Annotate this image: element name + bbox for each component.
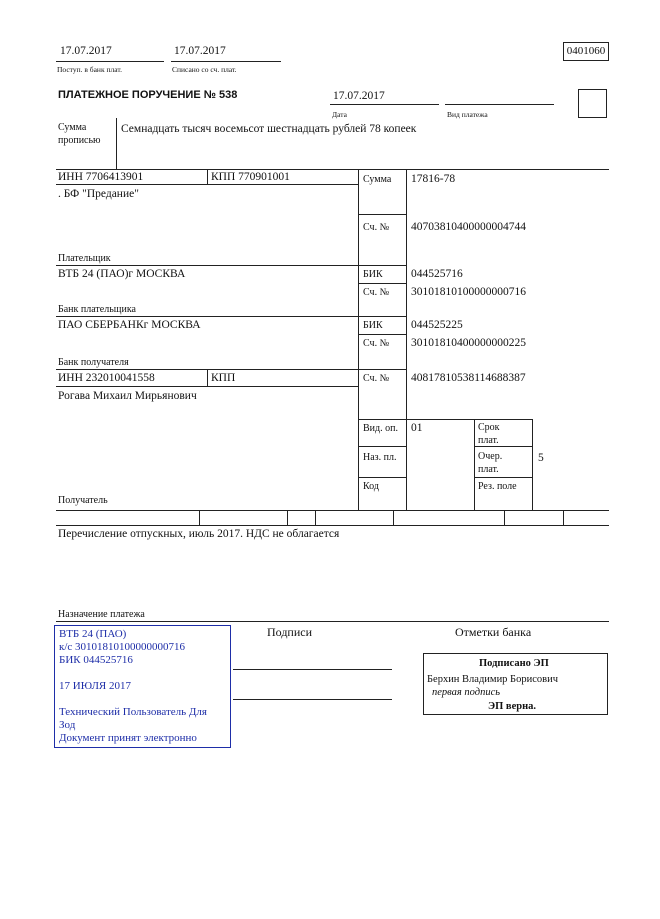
purpose-bottom-line [56,621,609,622]
amount-value: 17816-78 [411,173,456,185]
payer-bank-corr-label: Сч. № [363,287,390,298]
received-date: 17.07.2017 [60,45,112,57]
table-line [358,283,406,284]
payee-name: Рогава Михаил Мирьянович [58,390,197,402]
debited-date-line [171,61,281,62]
table-line [199,510,200,525]
table-line [474,446,532,447]
priority-label-2: плат. [478,464,499,475]
table-line [406,169,407,510]
table-line [207,169,208,184]
payment-type-line [445,104,554,105]
stamp-date: 17 ИЮЛЯ 2017 [59,680,131,692]
payee-bank-name: ПАО СБЕРБАНКг МОСКВА [58,319,201,331]
table-line [358,334,406,335]
table-line [474,477,532,478]
amount-label: Сумма [363,174,392,185]
stamp-user-line-1: Технический Пользователь Для [59,706,207,718]
table-line [532,419,533,510]
ep-verified: ЭП верна. [488,701,537,712]
payee-label: Получатель [58,495,108,506]
stamp-bik: БИК 044525716 [59,654,133,666]
term-label-2: плат. [478,435,499,446]
signature-line-1 [233,669,392,670]
payer-bank-label: Банк плательщика [58,304,136,315]
table-line [474,419,475,510]
payer-account-label: Сч. № [363,222,390,233]
document-date: 17.07.2017 [333,90,385,102]
amount-words-label-1: Сумма [58,122,87,133]
amount-words-label-2: прописью [58,135,101,146]
payee-bank-corr: 30101810400000000225 [411,337,526,349]
table-line [56,169,609,170]
debited-date: 17.07.2017 [174,45,226,57]
purpose-text: Перечисление отпускных, июль 2017. НДС не облагается [58,528,340,540]
payer-name: . БФ "Предание" [58,188,139,200]
table-line [358,446,406,447]
stamp-spacer [59,667,230,680]
code-label: Код [363,481,379,492]
payer-inn: ИНН 7706413901 [58,171,144,183]
purpose-code-label: Наз. пл. [363,452,397,463]
table-line [56,265,406,266]
payee-kpp: КПП [211,372,236,384]
payee-inn: ИНН 232010041558 [58,372,155,384]
received-date-line [56,61,164,62]
table-line [393,510,394,525]
table-line [56,525,609,526]
table-line [207,369,208,386]
stamp-bank-name: ВТБ 24 (ПАО) [59,628,127,640]
bank-marks-label: Отметки банка [455,625,532,639]
payee-account: 40817810538114688387 [411,372,526,384]
document-date-label: Дата [332,110,347,119]
stamp-spacer [59,693,230,706]
payer-bank-name: ВТБ 24 (ПАО)г МОСКВА [58,268,186,280]
form-code-box: 0401060 [563,42,609,61]
table-line [315,510,316,525]
document-title: ПЛАТЕЖНОЕ ПОРУЧЕНИЕ № 538 [58,89,238,101]
amount-words-divider [116,118,117,169]
table-line [56,184,358,185]
table-line [56,510,609,511]
table-line [358,419,532,420]
table-line [287,510,288,525]
ep-role: первая подпись [432,687,501,698]
debited-date-label: Списано со сч. плат. [172,65,237,74]
op-type-value: 01 [411,422,423,434]
electronic-signature-box [423,653,608,715]
stamp-user-line-2: Зод [59,719,76,731]
payee-bank-bik: 044525225 [411,319,463,331]
payee-bank-bik-label: БИК [363,320,383,331]
status-box [578,89,607,118]
payer-kpp: КПП 770901001 [211,171,290,183]
priority-value: 5 [538,452,544,464]
table-line [358,169,359,510]
payee-account-label: Сч. № [363,373,390,384]
signature-line-2 [233,699,392,700]
table-line [563,510,564,525]
payer-label: Плательщик [58,253,111,264]
signatures-label: Подписи [267,625,313,639]
bank-acceptance-stamp [54,625,231,748]
table-line [504,510,505,525]
document-date-line [330,104,439,105]
op-type-label: Вид. оп. [363,423,398,434]
payer-bank-bik: 044525716 [411,268,463,280]
payee-bank-label: Банк получателя [58,357,129,368]
term-label-1: Срок [478,422,500,433]
table-line [56,369,406,370]
ep-signer: Берхин Владимир Борисович [427,674,558,685]
payee-bank-corr-label: Сч. № [363,338,390,349]
priority-label-1: Очер. [478,451,503,462]
table-line [56,386,358,387]
payer-bank-corr: 30101810100000000716 [411,286,526,298]
stamp-corr-account: к/с 30101810100000000716 [59,641,186,653]
stamp-accepted: Документ принят электронно [59,732,197,744]
received-date-label: Поступ. в банк плат. [57,65,122,74]
reserve-label: Рез. поле [478,481,517,492]
amount-words-text: Семнадцать тысяч восемьсот шестнадцать рублей 78 копеек [121,123,417,135]
ep-title: Подписано ЭП [479,658,549,669]
payer-account: 40703810400000004744 [411,221,526,233]
table-line [56,316,406,317]
table-line [358,477,406,478]
payment-type-label: Вид платежа [447,110,488,119]
payer-bank-bik-label: БИК [363,269,383,280]
table-line [358,214,406,215]
purpose-label: Назначение платежа [58,609,145,620]
